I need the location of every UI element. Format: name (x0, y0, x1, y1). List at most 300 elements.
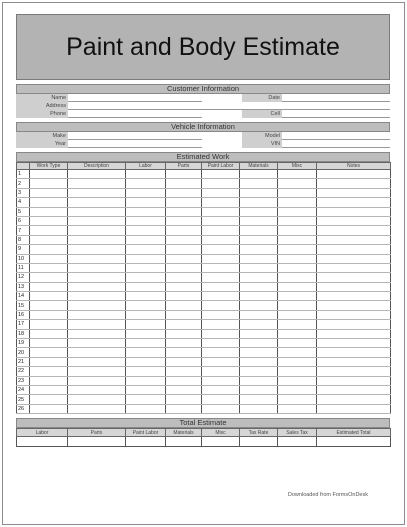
work-cell[interactable] (30, 254, 68, 263)
work-cell[interactable] (202, 207, 240, 216)
work-cell[interactable] (126, 263, 166, 272)
form-title: Paint and Body Estimate (16, 14, 390, 80)
work-cell[interactable] (240, 179, 278, 188)
row-number: 17 (17, 320, 30, 329)
work-cell[interactable] (166, 367, 202, 376)
customer-information-header: Customer Information (16, 84, 390, 94)
work-cell[interactable] (240, 235, 278, 244)
work-cell[interactable] (68, 385, 126, 394)
work-cell[interactable] (166, 395, 202, 404)
work-cell[interactable] (30, 216, 68, 225)
work-cell[interactable] (166, 329, 202, 338)
work-cell[interactable] (30, 198, 68, 207)
work-cell[interactable] (126, 292, 166, 301)
phone-field[interactable] (68, 110, 202, 118)
work-cell[interactable] (30, 376, 68, 385)
work-cell[interactable] (317, 245, 391, 254)
work-cell[interactable] (317, 254, 391, 263)
work-cell[interactable] (30, 301, 68, 310)
row-number: 9 (17, 245, 30, 254)
work-cell[interactable] (30, 404, 68, 413)
work-cell[interactable] (317, 357, 391, 366)
work-cell[interactable] (126, 235, 166, 244)
work-cell[interactable] (202, 292, 240, 301)
make-model-row (16, 132, 390, 140)
work-cell[interactable] (240, 348, 278, 357)
work-cell[interactable] (202, 273, 240, 282)
total-values-row (17, 437, 391, 447)
materials-column-header: Materials (240, 163, 278, 170)
work-cell[interactable] (278, 170, 317, 179)
work-cell[interactable] (202, 310, 240, 319)
work-cell[interactable] (166, 170, 202, 179)
work-cell[interactable] (126, 207, 166, 216)
row-number: 11 (17, 263, 30, 272)
tax-rate-field[interactable] (240, 437, 278, 447)
table-row (17, 357, 391, 366)
work-cell[interactable] (278, 357, 317, 366)
year-label: Year (16, 140, 68, 148)
total-paint-labor-field[interactable] (126, 437, 166, 447)
work-cell[interactable] (240, 292, 278, 301)
work-cell[interactable] (202, 170, 240, 179)
work-cell[interactable] (240, 395, 278, 404)
make-field[interactable] (68, 132, 202, 140)
total-parts-header: Parts (68, 429, 126, 437)
work-cell[interactable] (202, 329, 240, 338)
paint-labor-column-header: Paint Labor (202, 163, 240, 170)
work-cell[interactable] (126, 320, 166, 329)
row-number: 23 (17, 376, 30, 385)
work-cell[interactable] (317, 207, 391, 216)
work-cell[interactable] (68, 282, 126, 291)
table-row (17, 395, 391, 404)
vehicle-information-header: Vehicle Information (16, 122, 390, 132)
work-cell[interactable] (202, 254, 240, 263)
work-cell[interactable] (240, 226, 278, 235)
date-field[interactable] (282, 94, 390, 102)
work-cell[interactable] (126, 273, 166, 282)
work-cell[interactable] (278, 367, 317, 376)
work-cell[interactable] (126, 188, 166, 197)
work-cell[interactable] (240, 282, 278, 291)
work-cell[interactable] (68, 245, 126, 254)
work-cell[interactable] (202, 339, 240, 348)
work-cell[interactable] (317, 273, 391, 282)
work-cell[interactable] (68, 188, 126, 197)
work-cell[interactable] (68, 376, 126, 385)
row-number: 16 (17, 310, 30, 319)
work-cell[interactable] (166, 320, 202, 329)
row-number: 25 (17, 395, 30, 404)
name-label: Name (16, 94, 68, 102)
total-labor-field[interactable] (17, 437, 68, 447)
work-cell[interactable] (278, 235, 317, 244)
work-cell[interactable] (202, 188, 240, 197)
work-cell[interactable] (30, 263, 68, 272)
work-cell[interactable] (30, 348, 68, 357)
work-cell[interactable] (126, 254, 166, 263)
work-cell[interactable] (68, 254, 126, 263)
work-cell[interactable] (166, 216, 202, 225)
work-cell[interactable] (202, 367, 240, 376)
parts-column-header: Parts (166, 163, 202, 170)
work-cell[interactable] (202, 235, 240, 244)
work-cell[interactable] (126, 245, 166, 254)
work-cell[interactable] (278, 207, 317, 216)
work-cell[interactable] (30, 395, 68, 404)
name-field[interactable] (68, 94, 202, 102)
work-cell[interactable] (30, 207, 68, 216)
table-row (17, 263, 391, 272)
row-number: 12 (17, 273, 30, 282)
work-cell[interactable] (278, 216, 317, 225)
address-row (16, 102, 390, 110)
work-cell[interactable] (166, 301, 202, 310)
work-cell[interactable] (278, 179, 317, 188)
table-row (17, 188, 391, 197)
work-cell[interactable] (317, 235, 391, 244)
table-row (17, 216, 391, 225)
row-number: 6 (17, 216, 30, 225)
work-cell[interactable] (30, 282, 68, 291)
work-cell[interactable] (166, 273, 202, 282)
work-cell[interactable] (166, 226, 202, 235)
work-cell[interactable] (166, 179, 202, 188)
work-cell[interactable] (202, 320, 240, 329)
estimated-work-header: Estimated Work (16, 152, 390, 162)
work-cell[interactable] (68, 348, 126, 357)
work-cell[interactable] (240, 339, 278, 348)
work-cell[interactable] (166, 254, 202, 263)
estimated-total-field[interactable] (317, 437, 391, 447)
work-cell[interactable] (166, 292, 202, 301)
work-cell[interactable] (240, 357, 278, 366)
work-cell[interactable] (240, 376, 278, 385)
table-row (17, 320, 391, 329)
table-row (17, 235, 391, 244)
work-cell[interactable] (278, 348, 317, 357)
table-row (17, 282, 391, 291)
work-cell[interactable] (240, 320, 278, 329)
year-field[interactable] (68, 140, 202, 148)
work-cell[interactable] (68, 395, 126, 404)
work-cell[interactable] (278, 198, 317, 207)
work-cell[interactable] (68, 320, 126, 329)
work-cell[interactable] (202, 263, 240, 272)
work-cell[interactable] (317, 348, 391, 357)
work-cell[interactable] (166, 207, 202, 216)
name-date-row (16, 94, 390, 102)
work-cell[interactable] (278, 282, 317, 291)
model-label: Model (242, 132, 282, 140)
make-label: Make (16, 132, 68, 140)
work-cell[interactable] (30, 235, 68, 244)
row-number: 22 (17, 367, 30, 376)
table-row (17, 367, 391, 376)
work-cell[interactable] (278, 339, 317, 348)
work-cell[interactable] (126, 376, 166, 385)
work-cell[interactable] (126, 395, 166, 404)
labor-column-header: Labor (126, 163, 166, 170)
work-cell[interactable] (278, 254, 317, 263)
work-cell[interactable] (68, 216, 126, 225)
work-cell[interactable] (317, 198, 391, 207)
row-number: 10 (17, 254, 30, 263)
work-cell[interactable] (126, 348, 166, 357)
work-type-column-header: Work Type (30, 163, 68, 170)
work-cell[interactable] (30, 179, 68, 188)
work-cell[interactable] (240, 273, 278, 282)
work-cell[interactable] (317, 292, 391, 301)
work-cell[interactable] (68, 404, 126, 413)
work-cell[interactable] (126, 339, 166, 348)
work-cell[interactable] (126, 226, 166, 235)
row-number: 5 (17, 207, 30, 216)
description-column-header: Description (68, 163, 126, 170)
form-page (2, 2, 405, 525)
work-cell[interactable] (317, 376, 391, 385)
work-cell[interactable] (317, 385, 391, 394)
work-cell[interactable] (278, 301, 317, 310)
work-cell[interactable] (317, 226, 391, 235)
work-cell[interactable] (317, 216, 391, 225)
work-cell[interactable] (30, 273, 68, 282)
work-cell[interactable] (202, 282, 240, 291)
work-cell[interactable] (240, 263, 278, 272)
work-cell[interactable] (30, 170, 68, 179)
work-cell[interactable] (317, 263, 391, 272)
row-number: 19 (17, 339, 30, 348)
work-cell[interactable] (166, 235, 202, 244)
work-cell[interactable] (317, 170, 391, 179)
work-cell[interactable] (278, 376, 317, 385)
work-cell[interactable] (278, 320, 317, 329)
estimated-total-header: Estimated Total (317, 429, 391, 437)
vin-field[interactable] (282, 140, 390, 148)
work-cell[interactable] (202, 301, 240, 310)
work-cell[interactable] (68, 273, 126, 282)
work-cell[interactable] (126, 385, 166, 394)
work-cell[interactable] (240, 385, 278, 394)
work-cell[interactable] (30, 339, 68, 348)
work-cell[interactable] (317, 339, 391, 348)
work-cell[interactable] (166, 404, 202, 413)
work-cell[interactable] (30, 188, 68, 197)
sales-tax-field[interactable] (278, 437, 317, 447)
work-cell[interactable] (278, 329, 317, 338)
cell-field[interactable] (282, 110, 390, 118)
work-cell[interactable] (240, 404, 278, 413)
work-cell[interactable] (68, 198, 126, 207)
work-cell[interactable] (202, 385, 240, 394)
total-estimate-table (16, 428, 391, 447)
work-cell[interactable] (166, 245, 202, 254)
work-cell[interactable] (202, 245, 240, 254)
row-number: 3 (17, 188, 30, 197)
work-cell[interactable] (30, 357, 68, 366)
work-cell[interactable] (68, 329, 126, 338)
work-cell[interactable] (202, 357, 240, 366)
work-cell[interactable] (317, 367, 391, 376)
work-cell[interactable] (68, 263, 126, 272)
row-number: 24 (17, 385, 30, 394)
work-cell[interactable] (166, 282, 202, 291)
work-cell[interactable] (68, 357, 126, 366)
row-number: 21 (17, 357, 30, 366)
work-cell[interactable] (126, 216, 166, 225)
work-cell[interactable] (166, 357, 202, 366)
work-cell[interactable] (240, 329, 278, 338)
table-row (17, 207, 391, 216)
work-cell[interactable] (126, 367, 166, 376)
work-cell[interactable] (317, 179, 391, 188)
total-misc-header: Misc (202, 429, 240, 437)
work-cell[interactable] (68, 339, 126, 348)
footer-credit: Downloaded from FormsOnDesk (287, 492, 368, 498)
estimated-work-table (16, 162, 391, 414)
work-cell[interactable] (202, 179, 240, 188)
work-cell[interactable] (240, 207, 278, 216)
work-cell[interactable] (317, 188, 391, 197)
row-number: 8 (17, 235, 30, 244)
total-materials-header: Materials (166, 429, 202, 437)
row-number: 18 (17, 329, 30, 338)
work-cell[interactable] (317, 404, 391, 413)
work-cell[interactable] (317, 395, 391, 404)
work-cell[interactable] (68, 235, 126, 244)
work-cell[interactable] (202, 404, 240, 413)
work-cell[interactable] (166, 310, 202, 319)
total-materials-field[interactable] (166, 437, 202, 447)
row-number: 14 (17, 292, 30, 301)
work-cell[interactable] (166, 376, 202, 385)
work-cell[interactable] (202, 226, 240, 235)
work-cell[interactable] (126, 179, 166, 188)
work-cell[interactable] (278, 263, 317, 272)
work-cell[interactable] (240, 188, 278, 197)
work-cell[interactable] (68, 179, 126, 188)
table-row (17, 179, 391, 188)
address-field[interactable] (68, 102, 390, 110)
work-cell[interactable] (278, 292, 317, 301)
work-cell[interactable] (278, 188, 317, 197)
work-cell[interactable] (30, 292, 68, 301)
work-cell[interactable] (202, 395, 240, 404)
work-cell[interactable] (30, 245, 68, 254)
table-row (17, 245, 391, 254)
row-number: 4 (17, 198, 30, 207)
work-cell[interactable] (68, 292, 126, 301)
work-cell[interactable] (126, 404, 166, 413)
row-number: 26 (17, 404, 30, 413)
work-cell[interactable] (278, 385, 317, 394)
table-row (17, 292, 391, 301)
work-cell[interactable] (126, 301, 166, 310)
work-cell[interactable] (240, 170, 278, 179)
vin-label: VIN (242, 140, 282, 148)
work-cell[interactable] (240, 301, 278, 310)
work-cell[interactable] (126, 170, 166, 179)
work-cell[interactable] (166, 339, 202, 348)
work-cell[interactable] (202, 376, 240, 385)
work-cell[interactable] (126, 310, 166, 319)
work-cell[interactable] (317, 282, 391, 291)
work-cell[interactable] (166, 348, 202, 357)
work-cell[interactable] (278, 245, 317, 254)
row-number: 7 (17, 226, 30, 235)
work-cell[interactable] (68, 170, 126, 179)
work-cell[interactable] (126, 357, 166, 366)
work-cell[interactable] (202, 348, 240, 357)
work-cell[interactable] (30, 329, 68, 338)
table-row (17, 385, 391, 394)
work-cell[interactable] (126, 329, 166, 338)
work-cell[interactable] (30, 226, 68, 235)
work-cell[interactable] (240, 254, 278, 263)
table-row (17, 404, 391, 413)
table-row (17, 226, 391, 235)
table-row (17, 376, 391, 385)
work-cell[interactable] (240, 198, 278, 207)
work-cell[interactable] (30, 385, 68, 394)
cell-label: Cell (242, 110, 282, 118)
work-cell[interactable] (278, 273, 317, 282)
work-cell[interactable] (202, 216, 240, 225)
work-cell[interactable] (68, 226, 126, 235)
work-cell[interactable] (240, 367, 278, 376)
work-cell[interactable] (278, 310, 317, 319)
model-field[interactable] (282, 132, 390, 140)
work-cell[interactable] (278, 226, 317, 235)
work-cell[interactable] (278, 395, 317, 404)
total-parts-field[interactable] (68, 437, 126, 447)
work-cell[interactable] (278, 404, 317, 413)
work-cell[interactable] (68, 310, 126, 319)
work-cell[interactable] (317, 329, 391, 338)
estimate-sheet (16, 14, 390, 447)
work-cell[interactable] (166, 198, 202, 207)
row-number: 15 (17, 301, 30, 310)
work-cell[interactable] (317, 301, 391, 310)
work-cell[interactable] (317, 310, 391, 319)
work-cell[interactable] (166, 385, 202, 394)
table-row (17, 348, 391, 357)
work-cell[interactable] (126, 282, 166, 291)
work-cell[interactable] (68, 367, 126, 376)
work-cell[interactable] (240, 245, 278, 254)
work-cell[interactable] (240, 310, 278, 319)
work-cell[interactable] (68, 207, 126, 216)
work-cell[interactable] (30, 367, 68, 376)
sales-tax-header: Sales Tax (278, 429, 317, 437)
date-label: Date (242, 94, 282, 102)
work-cell[interactable] (240, 216, 278, 225)
misc-column-header: Misc (278, 163, 317, 170)
table-row (17, 198, 391, 207)
total-misc-field[interactable] (202, 437, 240, 447)
work-cell[interactable] (202, 198, 240, 207)
table-row (17, 254, 391, 263)
table-row (17, 329, 391, 338)
work-cell[interactable] (317, 320, 391, 329)
work-cell[interactable] (30, 310, 68, 319)
work-cell[interactable] (30, 320, 68, 329)
work-cell[interactable] (166, 188, 202, 197)
work-cell[interactable] (68, 301, 126, 310)
work-cell[interactable] (126, 198, 166, 207)
work-cell[interactable] (166, 263, 202, 272)
